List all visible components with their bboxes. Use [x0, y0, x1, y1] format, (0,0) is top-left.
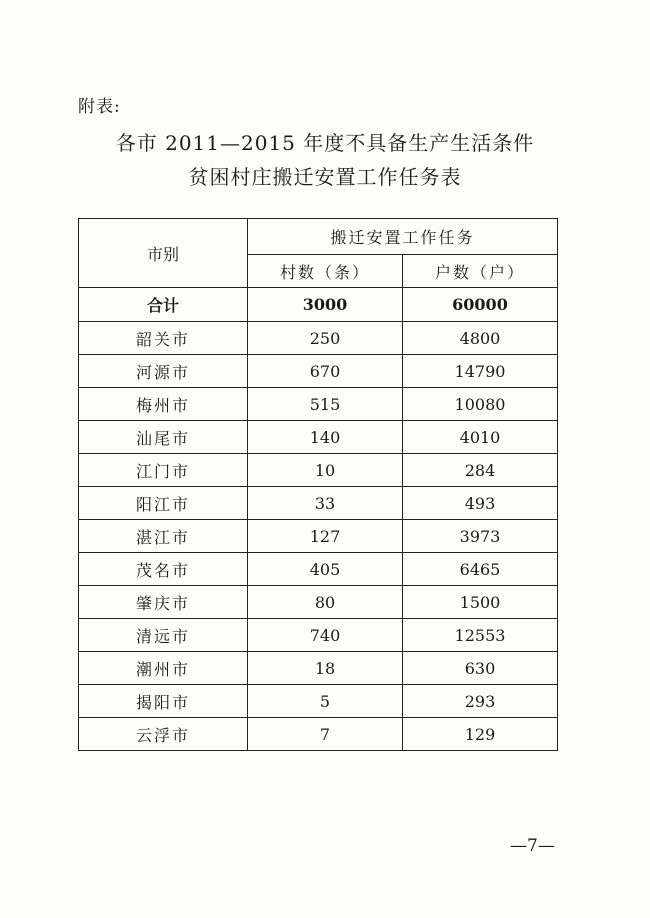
city-cell: 茂名市	[79, 553, 248, 586]
villages-cell: 5	[248, 685, 403, 718]
page-number: —7—	[510, 836, 555, 856]
city-cell: 梅州市	[79, 388, 248, 421]
total-households: 60000	[403, 288, 558, 322]
title-line-1: 各市 2011—2015 年度不具备生产生活条件	[115, 131, 535, 155]
villages-cell: 405	[248, 553, 403, 586]
table-row	[79, 487, 558, 520]
households-cell: 129	[403, 718, 558, 751]
city-cell: 阳江市	[79, 487, 248, 520]
villages-cell: 140	[248, 421, 403, 454]
table-row	[79, 454, 558, 487]
table-row	[79, 355, 558, 388]
table-row	[79, 586, 558, 619]
table-row	[79, 619, 558, 652]
households-cell: 12553	[403, 619, 558, 652]
city-cell: 清远市	[79, 619, 248, 652]
households-header: 户数（户）	[403, 255, 558, 288]
households-cell: 3973	[403, 520, 558, 553]
total-row	[79, 288, 558, 322]
task-table	[78, 218, 558, 751]
table-row	[79, 388, 558, 421]
total-label: 合计	[79, 288, 248, 322]
table-row	[79, 553, 558, 586]
city-cell: 揭阳市	[79, 685, 248, 718]
table-row	[79, 652, 558, 685]
city-cell: 肇庆市	[79, 586, 248, 619]
appendix-label: 附表:	[78, 97, 121, 117]
city-cell: 云浮市	[79, 718, 248, 751]
table-row	[79, 421, 558, 454]
city-cell: 江门市	[79, 454, 248, 487]
city-cell: 汕尾市	[79, 421, 248, 454]
households-cell: 293	[403, 685, 558, 718]
households-cell: 284	[403, 454, 558, 487]
villages-cell: 80	[248, 586, 403, 619]
villages-header: 村数（条）	[248, 255, 403, 288]
villages-cell: 7	[248, 718, 403, 751]
households-cell: 493	[403, 487, 558, 520]
households-cell: 4010	[403, 421, 558, 454]
households-cell: 630	[403, 652, 558, 685]
title-line-2: 贫困村庄搬迁安置工作任务表	[188, 165, 462, 189]
villages-cell: 18	[248, 652, 403, 685]
total-villages: 3000	[248, 288, 403, 322]
villages-cell: 127	[248, 520, 403, 553]
villages-cell: 670	[248, 355, 403, 388]
table-row	[79, 718, 558, 751]
task-group-header: 搬迁安置工作任务	[248, 219, 558, 255]
households-cell: 4800	[403, 322, 558, 355]
villages-cell: 740	[248, 619, 403, 652]
households-cell: 1500	[403, 586, 558, 619]
city-cell: 湛江市	[79, 520, 248, 553]
villages-cell: 33	[248, 487, 403, 520]
households-cell: 6465	[403, 553, 558, 586]
city-header: 市别	[79, 219, 248, 288]
households-cell: 14790	[403, 355, 558, 388]
table-row	[79, 685, 558, 718]
villages-cell: 250	[248, 322, 403, 355]
villages-cell: 10	[248, 454, 403, 487]
table-row	[79, 322, 558, 355]
households-cell: 10080	[403, 388, 558, 421]
city-cell: 潮州市	[79, 652, 248, 685]
table-row	[79, 520, 558, 553]
villages-cell: 515	[248, 388, 403, 421]
city-cell: 韶关市	[79, 322, 248, 355]
city-cell: 河源市	[79, 355, 248, 388]
